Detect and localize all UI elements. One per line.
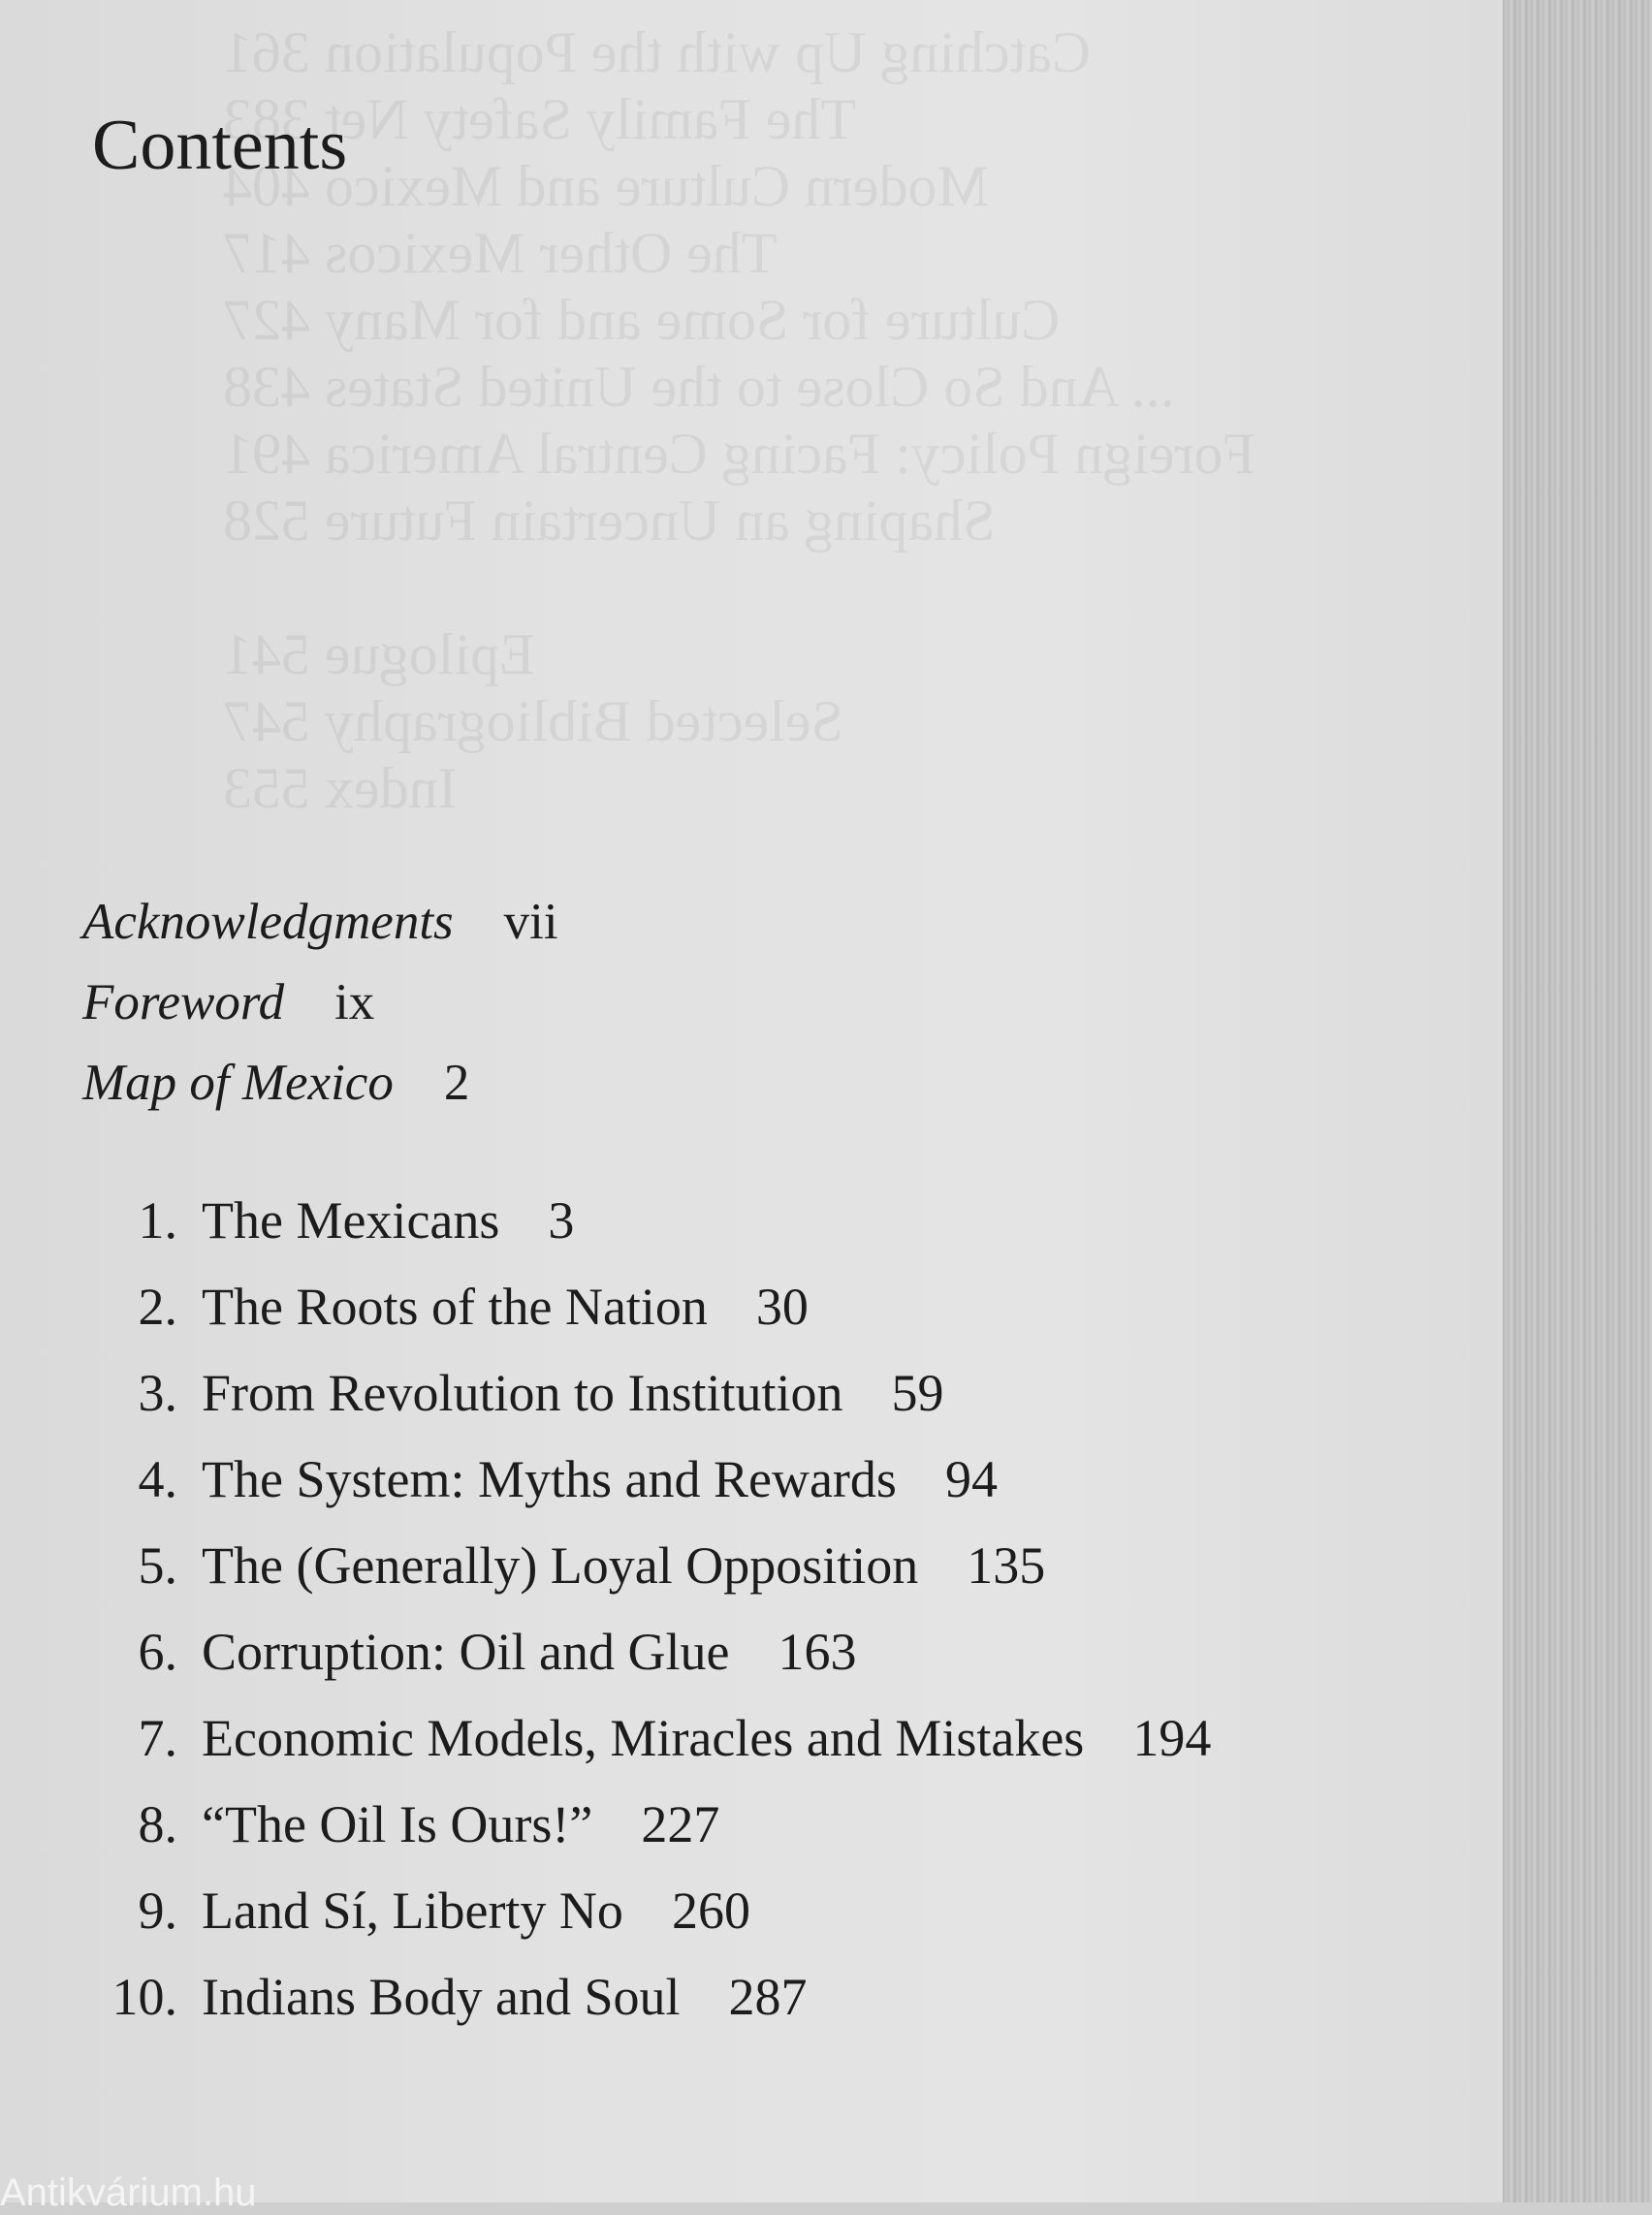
bleed-line: Modern Culture and Mexico 404 — [223, 154, 989, 218]
chapter-number: 2. — [138, 1278, 177, 1336]
front-matter-page: 2 — [443, 1055, 470, 1111]
chapter-entry — [82, 1695, 1211, 1782]
bleed-line: Catching Up with the Population 361 — [223, 20, 1091, 84]
chapter-page: 30 — [755, 1278, 809, 1336]
chapter-number: 1. — [138, 1191, 177, 1250]
chapter-page: 94 — [944, 1450, 998, 1508]
front-matter-list — [82, 882, 558, 1123]
chapter-page: 3 — [548, 1191, 575, 1250]
chapter-number: 6. — [138, 1623, 177, 1681]
chapter-page: 287 — [728, 1968, 808, 2026]
chapter-entry — [82, 1437, 1211, 1523]
chapter-number: 8. — [138, 1795, 177, 1853]
bleed-line: Foreign Policy: Facing Central America 491 — [223, 422, 1255, 486]
chapter-entry — [82, 1868, 1211, 1954]
chapter-list — [82, 1178, 1211, 2041]
page-edges — [1503, 0, 1652, 2202]
bleed-through-text — [223, 19, 1386, 822]
chapter-page: 59 — [891, 1364, 944, 1422]
chapter-entry — [82, 1954, 1211, 2041]
chapter-entry — [82, 1609, 1211, 1695]
chapter-number: 10. — [111, 1968, 177, 2026]
chapter-number: 4. — [138, 1450, 177, 1508]
chapter-title: The Roots of the Nation — [202, 1278, 708, 1336]
page-title: Contents — [92, 106, 348, 185]
bleed-line: Epilogue 541 — [223, 622, 535, 686]
front-matter-page: ix — [334, 974, 375, 1030]
bleed-line: The Other Mexicos 417 — [223, 221, 778, 285]
bleed-line: Culture for Some and for Many 427 — [223, 288, 1061, 352]
watermark: Antikvárium.hu — [0, 2171, 257, 2214]
chapter-entry — [82, 1350, 1211, 1437]
front-matter-item — [82, 1043, 558, 1123]
bleed-line — [223, 554, 1386, 621]
front-matter-label: Map of Mexico — [82, 1055, 394, 1111]
chapter-number: 3. — [138, 1364, 177, 1422]
chapter-title: Indians Body and Soul — [202, 1968, 681, 2026]
bleed-line: The Family Safety Net 383 — [223, 87, 857, 151]
bleed-line: Index 553 — [223, 756, 458, 820]
chapter-entry — [82, 1523, 1211, 1609]
chapter-number: 5. — [138, 1536, 177, 1595]
front-matter-item — [82, 963, 558, 1043]
chapter-title: The System: Myths and Rewards — [202, 1450, 897, 1508]
chapter-page: 135 — [967, 1536, 1046, 1595]
chapter-title: The Mexicans — [202, 1191, 500, 1250]
chapter-page: 260 — [671, 1882, 750, 1940]
chapter-title: Land Sí, Liberty No — [202, 1882, 623, 1940]
front-matter-label: Acknowledgments — [82, 894, 454, 950]
chapter-number: 9. — [138, 1882, 177, 1940]
chapter-page: 194 — [1132, 1709, 1212, 1767]
bleed-line: Selected Bibliography 547 — [223, 689, 843, 753]
front-matter-page: vii — [503, 894, 558, 950]
chapter-title: Corruption: Oil and Glue — [202, 1623, 730, 1681]
chapter-title: The (Generally) Loyal Opposition — [202, 1536, 919, 1595]
chapter-title: Economic Models, Miracles and Mistakes — [202, 1709, 1085, 1767]
chapter-page: 227 — [641, 1795, 720, 1853]
front-matter-item — [82, 882, 558, 963]
chapter-title: “The Oil Is Ours!” — [202, 1795, 593, 1853]
front-matter-label: Foreword — [82, 974, 285, 1030]
chapter-title: From Revolution to Institution — [202, 1364, 843, 1422]
bleed-line: Shaping an Uncertain Future 528 — [223, 489, 996, 553]
chapter-entry — [82, 1178, 1211, 1264]
chapter-entry — [82, 1264, 1211, 1350]
chapter-entry — [82, 1782, 1211, 1868]
bleed-line: ... And So Close to the United States 438 — [223, 355, 1175, 419]
chapter-number: 7. — [138, 1709, 177, 1767]
chapter-page: 163 — [778, 1623, 857, 1681]
